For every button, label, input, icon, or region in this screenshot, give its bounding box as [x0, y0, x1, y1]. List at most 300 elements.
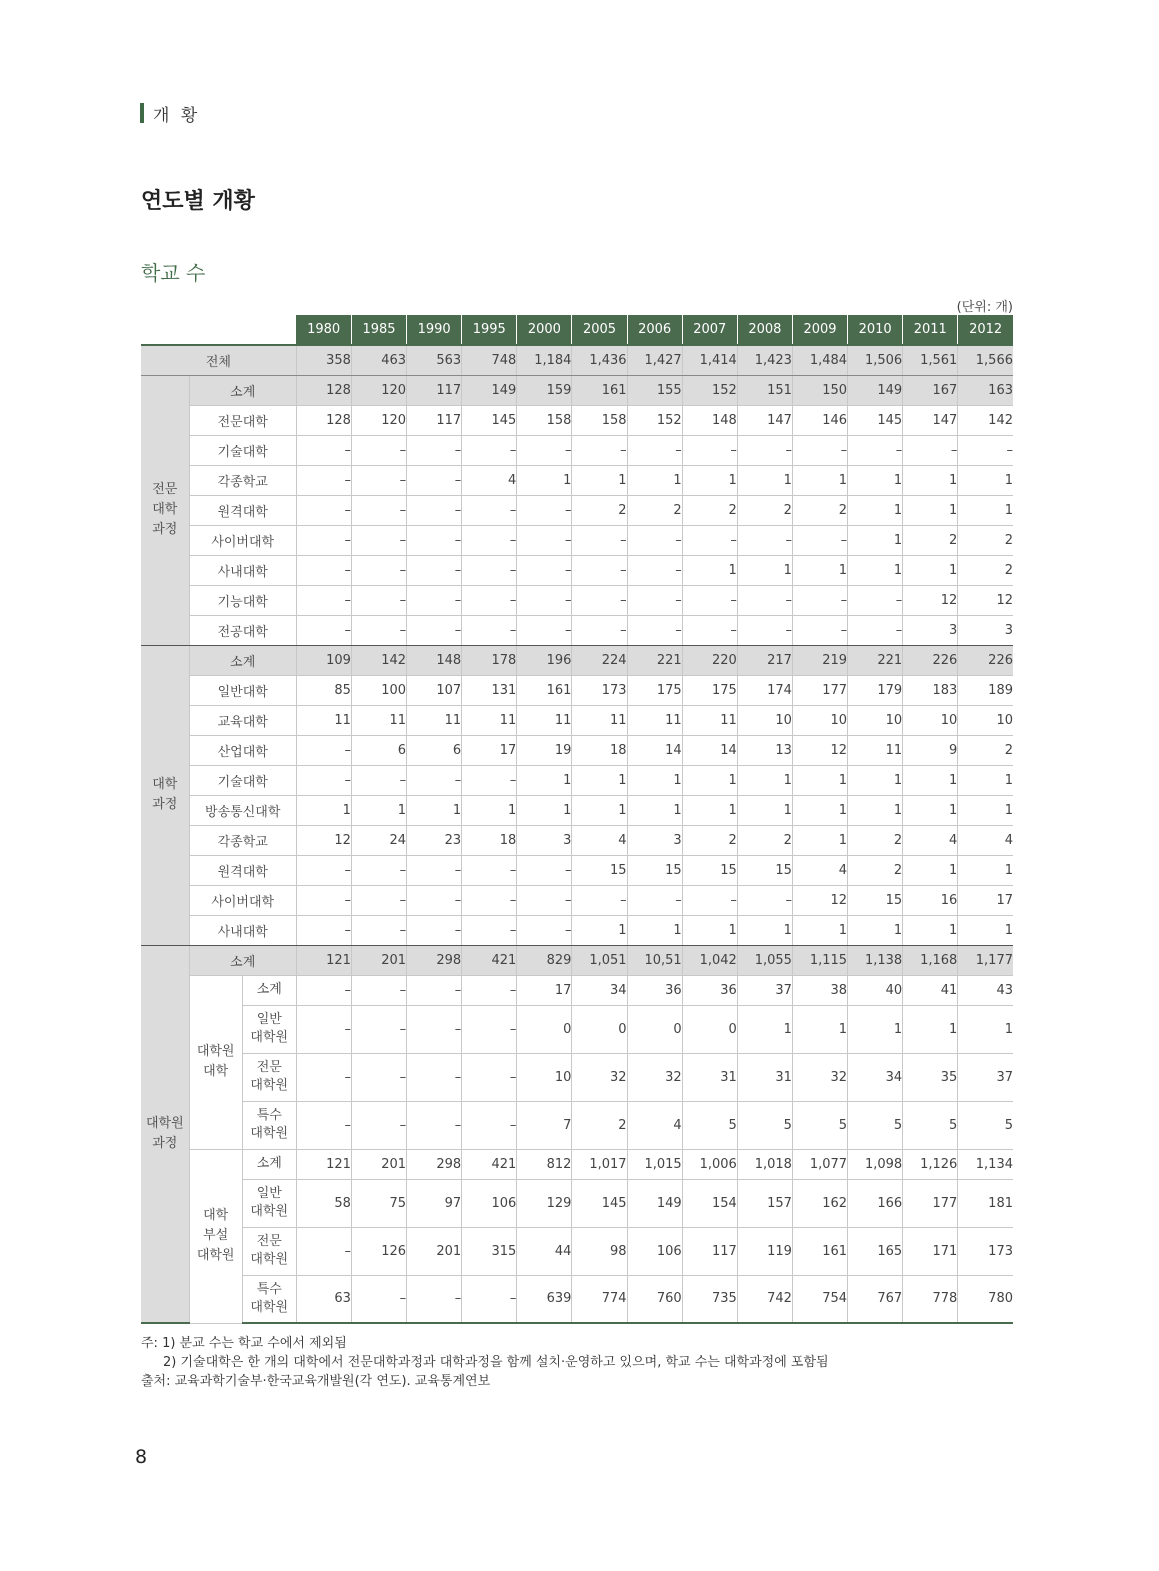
- footnotes: [141, 1334, 829, 1391]
- table-cell: 1: [958, 915, 1013, 945]
- table-cell: –: [351, 555, 406, 585]
- table-cell: 226: [903, 645, 958, 675]
- table-cell: 15: [737, 855, 792, 885]
- table-cell: 10: [848, 705, 903, 735]
- table-cell: 1: [737, 915, 792, 945]
- row-label: 소계: [189, 945, 296, 975]
- table-row: [141, 405, 1013, 435]
- table-cell: –: [572, 615, 627, 645]
- table-cell: 1,423: [737, 345, 792, 375]
- table-cell: 1,098: [848, 1149, 903, 1179]
- table-cell: –: [462, 615, 517, 645]
- table-cell: 106: [627, 1227, 682, 1275]
- table-cell: –: [682, 615, 737, 645]
- table-row: [141, 375, 1013, 405]
- table-cell: 1: [792, 915, 847, 945]
- table-cell: 226: [958, 645, 1013, 675]
- table-cell: 178: [462, 645, 517, 675]
- row-label: 소계: [242, 1149, 296, 1179]
- table-cell: 0: [572, 1005, 627, 1053]
- table-cell: –: [407, 1275, 462, 1323]
- row-label: 소계: [189, 645, 296, 675]
- year-header-2005: 2005: [572, 315, 627, 345]
- table-cell: –: [848, 435, 903, 465]
- table-cell: 121: [296, 945, 351, 975]
- year-header-2007: 2007: [682, 315, 737, 345]
- table-cell: 221: [627, 645, 682, 675]
- table-cell: –: [627, 555, 682, 585]
- table-cell: –: [351, 525, 406, 555]
- table-cell: 177: [792, 675, 847, 705]
- table-cell: 4: [958, 825, 1013, 855]
- table-cell: 2: [958, 555, 1013, 585]
- table-cell: –: [407, 495, 462, 525]
- table-cell: 35: [903, 1053, 958, 1101]
- table-cell: 129: [517, 1179, 572, 1227]
- table-cell: 1,436: [572, 345, 627, 375]
- table-cell: 221: [848, 645, 903, 675]
- table-cell: –: [407, 585, 462, 615]
- table-cell: 1: [737, 465, 792, 495]
- table-cell: 1: [627, 465, 682, 495]
- table-cell: –: [351, 975, 406, 1005]
- table-cell: 1: [903, 495, 958, 525]
- table-cell: 563: [407, 345, 462, 375]
- table-cell: 37: [737, 975, 792, 1005]
- table-cell: –: [517, 435, 572, 465]
- table-cell: –: [296, 915, 351, 945]
- table-cell: 119: [737, 1227, 792, 1275]
- subgroup-label-attached: 대학 부설 대학원: [189, 1149, 242, 1323]
- table-cell: 152: [682, 375, 737, 405]
- table-cell: 1: [462, 795, 517, 825]
- table-cell: –: [903, 435, 958, 465]
- table-cell: 174: [737, 675, 792, 705]
- table-cell: 171: [903, 1227, 958, 1275]
- table-row: [141, 1101, 1013, 1149]
- table-cell: –: [737, 615, 792, 645]
- header-blank-cell: [141, 315, 296, 345]
- table-cell: –: [351, 1053, 406, 1101]
- table-cell: –: [572, 525, 627, 555]
- table-cell: –: [407, 465, 462, 495]
- table-cell: –: [351, 465, 406, 495]
- row-label: 각종학교: [189, 465, 296, 495]
- table-cell: 2: [737, 495, 792, 525]
- table-cell: –: [462, 915, 517, 945]
- table-cell: 1: [627, 765, 682, 795]
- year-header-2008: 2008: [737, 315, 792, 345]
- table-cell: –: [627, 585, 682, 615]
- table-cell: 147: [737, 405, 792, 435]
- footnote-1: 주: 1) 분교 수는 학교 수에서 제외됨: [141, 1336, 347, 1351]
- table-cell: 117: [407, 405, 462, 435]
- table-cell: 1: [737, 765, 792, 795]
- table-cell: 1: [407, 795, 462, 825]
- row-label: 사이버대학: [189, 525, 296, 555]
- table-cell: 63: [296, 1275, 351, 1323]
- table-cell: –: [462, 885, 517, 915]
- table-cell: 1: [848, 795, 903, 825]
- table-cell: –: [296, 855, 351, 885]
- table-cell: 1: [903, 555, 958, 585]
- table-cell: 145: [572, 1179, 627, 1227]
- table-cell: –: [407, 435, 462, 465]
- table-cell: –: [407, 765, 462, 795]
- table-cell: –: [792, 435, 847, 465]
- table-cell: 754: [792, 1275, 847, 1323]
- table-cell: 173: [572, 675, 627, 705]
- table-cell: 1: [958, 855, 1013, 885]
- table-cell: 1: [958, 465, 1013, 495]
- table-cell: 150: [792, 375, 847, 405]
- table-row: [141, 1053, 1013, 1101]
- table-cell: 34: [572, 975, 627, 1005]
- table-cell: 1: [517, 465, 572, 495]
- table-cell: 201: [351, 1149, 406, 1179]
- table-cell: 1: [572, 915, 627, 945]
- table-cell: –: [848, 585, 903, 615]
- table-cell: 1: [351, 795, 406, 825]
- table-cell: –: [462, 555, 517, 585]
- table-cell: 1,414: [682, 345, 737, 375]
- table-cell: 1: [903, 795, 958, 825]
- page-title: 연도별 개황: [141, 189, 255, 214]
- table-cell: 131: [462, 675, 517, 705]
- table-cell: 639: [517, 1275, 572, 1323]
- table-cell: 41: [903, 975, 958, 1005]
- table-cell: –: [351, 435, 406, 465]
- table-cell: 152: [627, 405, 682, 435]
- row-label: 일반 대학원: [242, 1005, 296, 1053]
- table-cell: 5: [737, 1101, 792, 1149]
- table-cell: 10: [792, 705, 847, 735]
- section-header: [140, 102, 200, 124]
- table-cell: 1: [572, 795, 627, 825]
- table-cell: 4: [462, 465, 517, 495]
- year-header-1990: 1990: [407, 315, 462, 345]
- table-cell: 742: [737, 1275, 792, 1323]
- table-cell: –: [296, 765, 351, 795]
- table-cell: 117: [682, 1227, 737, 1275]
- table-cell: 1,042: [682, 945, 737, 975]
- table-cell: –: [462, 1275, 517, 1323]
- table-cell: –: [572, 585, 627, 615]
- table-cell: –: [296, 1101, 351, 1149]
- table-cell: –: [682, 525, 737, 555]
- table-cell: 4: [627, 1101, 682, 1149]
- table-cell: 1: [792, 555, 847, 585]
- table-cell: 162: [792, 1179, 847, 1227]
- table-cell: 220: [682, 645, 737, 675]
- table-row: [141, 825, 1013, 855]
- table-cell: –: [682, 585, 737, 615]
- table-cell: –: [351, 585, 406, 615]
- table-cell: –: [572, 885, 627, 915]
- table-cell: 14: [682, 735, 737, 765]
- table-row: [141, 555, 1013, 585]
- table-cell: 298: [407, 945, 462, 975]
- table-cell: –: [407, 1101, 462, 1149]
- table-cell: –: [462, 525, 517, 555]
- year-header-1995: 1995: [462, 315, 517, 345]
- table-cell: 97: [407, 1179, 462, 1227]
- table-cell: 38: [792, 975, 847, 1005]
- table-body: [141, 315, 1013, 1323]
- table-cell: –: [462, 855, 517, 885]
- table-cell: 17: [517, 975, 572, 1005]
- table-cell: 151: [737, 375, 792, 405]
- table-cell: 358: [296, 345, 351, 375]
- row-label: 기능대학: [189, 585, 296, 615]
- table-cell: 10: [958, 705, 1013, 735]
- year-header-2011: 2011: [903, 315, 958, 345]
- table-cell: 11: [682, 705, 737, 735]
- table-cell: 812: [517, 1149, 572, 1179]
- table-cell: 15: [627, 855, 682, 885]
- table-cell: 12: [296, 825, 351, 855]
- table-cell: 196: [517, 645, 572, 675]
- table-cell: 0: [682, 1005, 737, 1053]
- table-cell: 34: [848, 1053, 903, 1101]
- table-cell: 1: [682, 765, 737, 795]
- table-cell: 120: [351, 375, 406, 405]
- table-cell: 145: [462, 405, 517, 435]
- table-row: [141, 585, 1013, 615]
- table-cell: 75: [351, 1179, 406, 1227]
- table-cell: 24: [351, 825, 406, 855]
- table-cell: 2: [682, 825, 737, 855]
- table-cell: 1: [903, 1005, 958, 1053]
- table-cell: –: [517, 555, 572, 585]
- table-cell: –: [296, 615, 351, 645]
- table-cell: 15: [848, 885, 903, 915]
- table-cell: 31: [682, 1053, 737, 1101]
- table-cell: 780: [958, 1275, 1013, 1323]
- table-cell: 5: [682, 1101, 737, 1149]
- table-cell: 11: [848, 735, 903, 765]
- row-label: 일반대학: [189, 675, 296, 705]
- table-cell: 1: [737, 1005, 792, 1053]
- table-cell: 1,055: [737, 945, 792, 975]
- table-cell: –: [407, 915, 462, 945]
- table-cell: 175: [627, 675, 682, 705]
- table-cell: –: [517, 855, 572, 885]
- table-cell: 175: [682, 675, 737, 705]
- table-cell: 1: [737, 795, 792, 825]
- footnote-2: 2) 기술대학은 한 개의 대학에서 전문대학과정과 대학과정을 함께 설치·운영하고 있으며, 학교 수는 대학과정에 포함됨: [163, 1355, 829, 1370]
- table-cell: 6: [407, 735, 462, 765]
- table-cell: 19: [517, 735, 572, 765]
- table-cell: 1: [792, 825, 847, 855]
- table-cell: 1: [848, 765, 903, 795]
- table-cell: 44: [517, 1227, 572, 1275]
- table-cell: 148: [407, 645, 462, 675]
- table-cell: 163: [958, 375, 1013, 405]
- table-row: [141, 765, 1013, 795]
- table-cell: 126: [351, 1227, 406, 1275]
- table-cell: –: [296, 435, 351, 465]
- table-cell: –: [517, 495, 572, 525]
- table-cell: 159: [517, 375, 572, 405]
- table-cell: 1,168: [903, 945, 958, 975]
- table-cell: 1: [958, 1005, 1013, 1053]
- table-row: [141, 465, 1013, 495]
- table-cell: 1: [848, 555, 903, 585]
- table-cell: 3: [517, 825, 572, 855]
- table-cell: 767: [848, 1275, 903, 1323]
- table-cell: 12: [958, 585, 1013, 615]
- table-cell: 148: [682, 405, 737, 435]
- table-cell: –: [351, 1275, 406, 1323]
- table-cell: 1,015: [627, 1149, 682, 1179]
- table-cell: 166: [848, 1179, 903, 1227]
- table-cell: –: [351, 915, 406, 945]
- table-cell: 10: [903, 705, 958, 735]
- table-cell: 2: [572, 495, 627, 525]
- table-cell: 1,018: [737, 1149, 792, 1179]
- table-cell: 149: [627, 1179, 682, 1227]
- table-cell: 149: [848, 375, 903, 405]
- table-cell: 11: [517, 705, 572, 735]
- table-row: [141, 495, 1013, 525]
- table-cell: 18: [572, 735, 627, 765]
- year-header-2012: 2012: [958, 315, 1013, 345]
- table-row: [141, 975, 1013, 1005]
- table-cell: –: [407, 975, 462, 1005]
- table-cell: 1: [682, 795, 737, 825]
- table-cell: 1: [958, 795, 1013, 825]
- table-cell: 36: [682, 975, 737, 1005]
- table-cell: 463: [351, 345, 406, 375]
- table-cell: 1: [792, 765, 847, 795]
- table-row-total: [141, 345, 1013, 375]
- table-cell: 117: [407, 375, 462, 405]
- table-row: [141, 1275, 1013, 1323]
- row-label: 전공대학: [189, 615, 296, 645]
- row-label: 방송통신대학: [189, 795, 296, 825]
- table-cell: 128: [296, 375, 351, 405]
- table-cell: –: [296, 555, 351, 585]
- table-cell: 421: [462, 1149, 517, 1179]
- page-number: 8: [135, 1446, 148, 1468]
- row-label: 소계: [242, 975, 296, 1005]
- table-cell: 145: [848, 405, 903, 435]
- table-cell: –: [407, 885, 462, 915]
- table-cell: 315: [462, 1227, 517, 1275]
- table-cell: 1,051: [572, 945, 627, 975]
- table-cell: 58: [296, 1179, 351, 1227]
- table-cell: –: [848, 615, 903, 645]
- table-cell: 1,006: [682, 1149, 737, 1179]
- table-row: [141, 885, 1013, 915]
- table-cell: 1: [792, 465, 847, 495]
- table-cell: 147: [903, 405, 958, 435]
- table-cell: 1,177: [958, 945, 1013, 975]
- table-subtitle: 학교 수: [141, 261, 206, 285]
- table-cell: 179: [848, 675, 903, 705]
- year-header-2010: 2010: [848, 315, 903, 345]
- table-cell: –: [407, 1053, 462, 1101]
- table-cell: 183: [903, 675, 958, 705]
- table-cell: –: [351, 1101, 406, 1149]
- table-cell: –: [627, 435, 682, 465]
- table-cell: 11: [462, 705, 517, 735]
- header-row: [141, 315, 1013, 345]
- table-cell: 774: [572, 1275, 627, 1323]
- row-label: 사내대학: [189, 555, 296, 585]
- table-row: [141, 855, 1013, 885]
- table-cell: 201: [351, 945, 406, 975]
- table-cell: 167: [903, 375, 958, 405]
- table-cell: 31: [737, 1053, 792, 1101]
- table-cell: 2: [958, 525, 1013, 555]
- table-cell: –: [351, 1005, 406, 1053]
- table-cell: –: [462, 1005, 517, 1053]
- year-header-2009: 2009: [792, 315, 847, 345]
- table-cell: 1,134: [958, 1149, 1013, 1179]
- table-row: [141, 645, 1013, 675]
- table-cell: 1: [848, 495, 903, 525]
- row-label: 일반 대학원: [242, 1179, 296, 1227]
- table-cell: 12: [903, 585, 958, 615]
- table-cell: 0: [517, 1005, 572, 1053]
- table-cell: –: [296, 975, 351, 1005]
- year-header-2000: 2000: [517, 315, 572, 345]
- table-cell: –: [296, 495, 351, 525]
- table-cell: –: [517, 585, 572, 615]
- table-cell: 2: [848, 825, 903, 855]
- table-cell: 3: [903, 615, 958, 645]
- table-cell: –: [296, 465, 351, 495]
- table-row: [141, 1227, 1013, 1275]
- row-label: 전문 대학원: [242, 1053, 296, 1101]
- row-label: 전문 대학원: [242, 1227, 296, 1275]
- table-cell: 3: [627, 825, 682, 855]
- table-cell: 181: [958, 1179, 1013, 1227]
- table-cell: 11: [627, 705, 682, 735]
- table-cell: 1: [296, 795, 351, 825]
- table-cell: 1: [572, 465, 627, 495]
- table-cell: 16: [903, 885, 958, 915]
- table-cell: 106: [462, 1179, 517, 1227]
- table-cell: 161: [517, 675, 572, 705]
- table-row: [141, 915, 1013, 945]
- table-cell: 10: [517, 1053, 572, 1101]
- year-header-1985: 1985: [351, 315, 406, 345]
- row-label: 사이버대학: [189, 885, 296, 915]
- table-cell: 7: [517, 1101, 572, 1149]
- table-cell: –: [407, 615, 462, 645]
- row-label: 소계: [189, 375, 296, 405]
- table-cell: 11: [407, 705, 462, 735]
- table-cell: 15: [682, 855, 737, 885]
- table-cell: –: [296, 735, 351, 765]
- table-cell: –: [517, 885, 572, 915]
- row-label: 기술대학: [189, 435, 296, 465]
- table-cell: 10: [737, 705, 792, 735]
- source-note: 출처: 교육과학기술부·한국교육개발원(각 연도). 교육통계연보: [141, 1374, 491, 1389]
- table-cell: 37: [958, 1053, 1013, 1101]
- row-label: 특수 대학원: [242, 1101, 296, 1149]
- table-cell: 1: [792, 1005, 847, 1053]
- table-cell: 829: [517, 945, 572, 975]
- table-cell: 107: [407, 675, 462, 705]
- table-row: [141, 1179, 1013, 1227]
- table-cell: 2: [792, 495, 847, 525]
- table-cell: 18: [462, 825, 517, 855]
- table-row: [141, 945, 1013, 975]
